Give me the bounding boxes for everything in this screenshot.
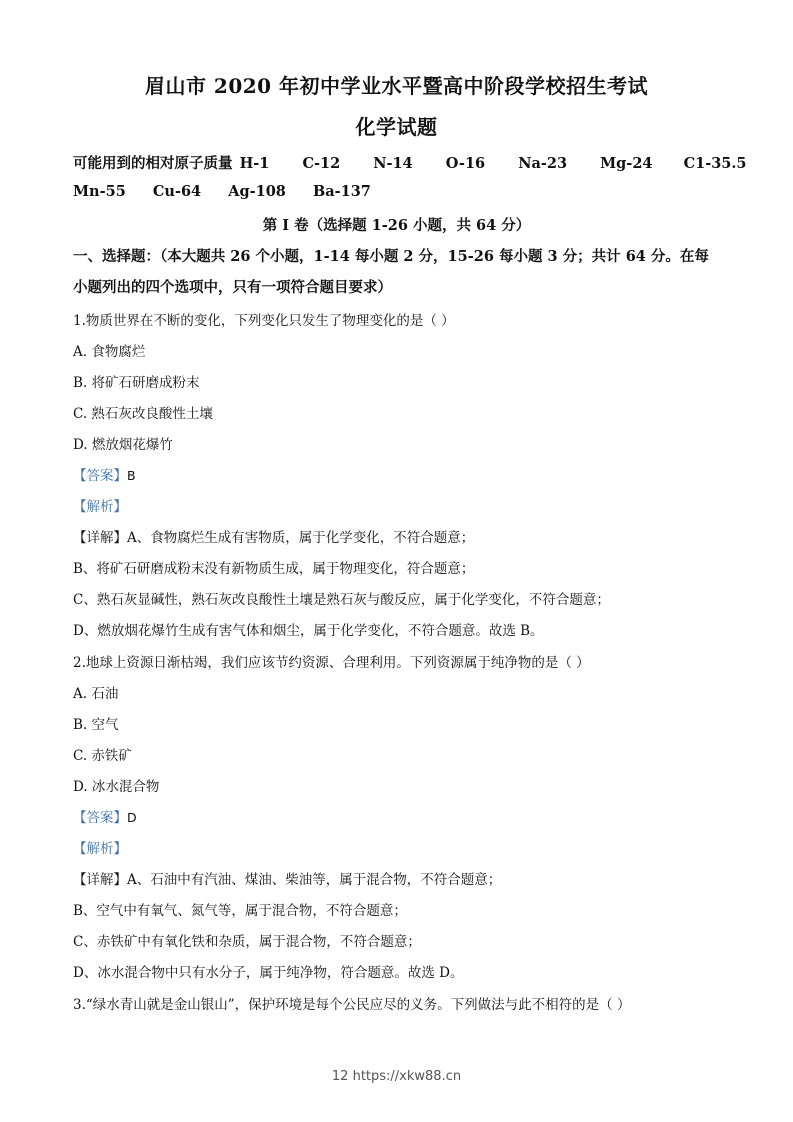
- atomic-masses-label: 可能用到的相对原子质量: [73, 155, 233, 172]
- answer-value: D: [127, 810, 137, 825]
- atomic-masses-row-1: [73, 152, 747, 173]
- answer-label: 【答案】: [73, 468, 127, 484]
- question-1-analysis-label: 【解析】: [73, 499, 127, 515]
- question-1-detail-b: B、将矿石研磨成粉末没有新物质生成，属于物理变化，符合题意；: [73, 561, 475, 577]
- question-2-option-c: C. 赤铁矿: [73, 748, 132, 764]
- exam-title: 眉山市 2020 年初中学业水平暨高中阶段学校招生考试: [144, 74, 649, 98]
- question-2-detail-c: C、赤铁矿中有氧化铁和杂质，属于混合物，不符合题意；: [73, 934, 421, 950]
- atomic-mass: O-16: [445, 155, 486, 172]
- question-2-answer: [73, 806, 137, 826]
- question-1-option-a: A. 食物腐烂: [73, 344, 146, 360]
- exam-subtitle: 化学试题: [355, 115, 438, 139]
- question-2-option-a: A. 石油: [73, 686, 119, 702]
- answer-value: B: [127, 468, 136, 483]
- question-2-stem: 2.地球上资源日渐枯竭，我们应该节约资源、合理利用。下列资源属于纯净物的是（ ）: [73, 655, 590, 671]
- question-1-detail-c: C、熟石灰显碱性，熟石灰改良酸性土壤是熟石灰与酸反应，属于化学变化，不符合题意；: [73, 592, 610, 608]
- atomic-mass: C-12: [302, 155, 341, 172]
- question-2-option-b: B. 空气: [73, 717, 119, 733]
- atomic-mass: N-14: [373, 155, 413, 172]
- atomic-mass: Ba-137: [312, 183, 371, 200]
- page-footer: 12 https://xkw88.cn: [331, 1069, 462, 1084]
- detail-label: 【详解】: [73, 872, 127, 888]
- atomic-mass: Ag-108: [228, 183, 286, 200]
- question-1-answer: [73, 464, 136, 484]
- question-2-detail-d: D、冰水混合物中只有水分子，属于纯净物，符合题意。故选 D。: [73, 965, 464, 981]
- atomic-mass: Na-23: [518, 155, 568, 172]
- atomic-mass: C1-35.5: [683, 155, 747, 172]
- section-instructions-line-1: 一、选择题：（本大题共 26 个小题，1-14 每小题 2 分，15-26 每小题 3 分；共计 64 分。在每: [73, 248, 709, 265]
- question-2-detail-a: 【详解】A、石油中有汽油、煤油、柴油等，属于混合物，不符合题意；: [73, 872, 502, 888]
- question-3-stem: 3.“绿水青山就是金山银山”，保护环境是每个公民应尽的义务。下列做法与此不相符的是（ ）: [73, 997, 631, 1013]
- atomic-masses-row-2: [73, 183, 371, 200]
- atomic-mass: Mg-24: [600, 155, 653, 172]
- atomic-mass: Cu-64: [152, 183, 202, 200]
- question-1-option-d: D. 燃放烟花爆竹: [73, 437, 173, 453]
- section-instructions-line-2: 小题列出的四个选项中，只有一项符合题目要求）: [73, 279, 392, 296]
- atomic-mass: Mn-55: [73, 183, 126, 200]
- question-1-option-c: C. 熟石灰改良酸性土壤: [73, 406, 213, 422]
- section-heading: 第 I 卷（选择题 1-26 小题，共 64 分）: [262, 217, 531, 234]
- answer-label: 【答案】: [73, 810, 127, 826]
- detail-label: 【详解】: [73, 530, 127, 546]
- question-1-detail-a: 【详解】A、食物腐烂生成有害物质，属于化学变化，不符合题意；: [73, 530, 475, 546]
- question-1-detail-d: D、燃放烟花爆竹生成有害气体和烟尘，属于化学变化，不符合题意。故选 B。: [73, 623, 544, 639]
- question-2-option-d: D. 冰水混合物: [73, 779, 160, 795]
- question-2-detail-b: B、空气中有氧气、氮气等，属于混合物，不符合题意；: [73, 903, 407, 919]
- question-1-option-b: B. 将矿石研磨成粉末: [73, 375, 200, 391]
- question-2-analysis-label: 【解析】: [73, 841, 127, 857]
- atomic-mass: H-1: [239, 155, 270, 172]
- question-1-stem: 1.物质世界在不断的变化，下列变化只发生了物理变化的是（ ）: [73, 313, 455, 329]
